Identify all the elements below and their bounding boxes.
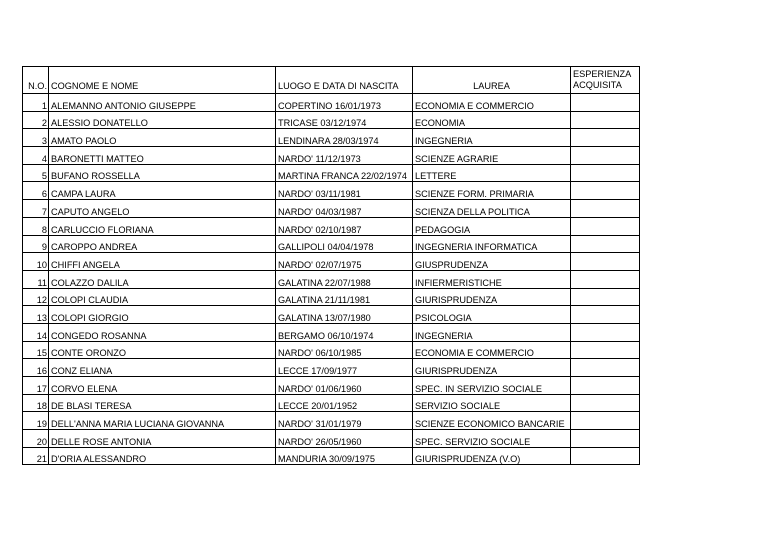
row-birth: NARDO' 31/01/1979 <box>276 412 413 430</box>
row-esperienza <box>571 147 640 165</box>
row-laurea: GIURISPRUDENZA (V.O) <box>413 447 571 465</box>
row-esperienza <box>571 447 640 465</box>
row-esperienza <box>571 164 640 182</box>
row-number: 4 <box>23 147 49 165</box>
row-laurea: GIURISPRUDENZA <box>413 288 571 306</box>
row-birth: NARDO' 11/12/1973 <box>276 147 413 165</box>
row-esperienza <box>571 377 640 395</box>
row-name: CORVO ELENA <box>49 377 276 395</box>
row-number: 1 <box>23 94 49 112</box>
row-number: 18 <box>23 394 49 412</box>
row-laurea: SPEC. SERVIZIO SOCIALE <box>413 430 571 448</box>
header-laurea: LAUREA <box>413 67 571 94</box>
row-number: 16 <box>23 359 49 377</box>
row-esperienza <box>571 94 640 112</box>
row-name: CAMPA LAURA <box>49 182 276 200</box>
table-row <box>23 111 640 129</box>
row-laurea: INGEGNERIA <box>413 323 571 341</box>
row-esperienza <box>571 200 640 218</box>
row-laurea: GIURISPRUDENZA <box>413 359 571 377</box>
row-number: 3 <box>23 129 49 147</box>
row-esperienza <box>571 394 640 412</box>
row-birth: LECCE 17/09/1977 <box>276 359 413 377</box>
row-birth: NARDO' 02/10/1987 <box>276 217 413 235</box>
row-birth: GALATINA 21/11/1981 <box>276 288 413 306</box>
row-birth: COPERTINO 16/01/1973 <box>276 94 413 112</box>
row-esperienza <box>571 323 640 341</box>
row-number: 12 <box>23 288 49 306</box>
row-laurea: PEDAGOGIA <box>413 217 571 235</box>
row-laurea: ECONOMIA E COMMERCIO <box>413 341 571 359</box>
row-esperienza <box>571 235 640 253</box>
table-row <box>23 200 640 218</box>
row-laurea: INFIERMERISTICHE <box>413 270 571 288</box>
row-esperienza <box>571 341 640 359</box>
row-name: BUFANO ROSSELLA <box>49 164 276 182</box>
row-birth: MARTINA FRANCA 22/02/1974 <box>276 164 413 182</box>
row-number: 5 <box>23 164 49 182</box>
row-number: 13 <box>23 306 49 324</box>
table-row <box>23 447 640 465</box>
row-esperienza <box>571 253 640 271</box>
table-row <box>23 253 640 271</box>
table-row <box>23 270 640 288</box>
table-row <box>23 323 640 341</box>
table-row <box>23 288 640 306</box>
row-laurea: SCIENZE FORM. PRIMARIA <box>413 182 571 200</box>
row-name: COLOPI CLAUDIA <box>49 288 276 306</box>
row-birth: NARDO' 06/10/1985 <box>276 341 413 359</box>
row-name: DELL'ANNA MARIA LUCIANA GIOVANNA <box>49 412 276 430</box>
row-number: 20 <box>23 430 49 448</box>
row-birth: GALATINA 13/07/1980 <box>276 306 413 324</box>
table-body <box>23 67 640 465</box>
table-row <box>23 147 640 165</box>
row-laurea: GIUSPRUDENZA <box>413 253 571 271</box>
table-row <box>23 394 640 412</box>
row-birth: NARDO' 04/03/1987 <box>276 200 413 218</box>
row-name: CAROPPO ANDREA <box>49 235 276 253</box>
row-laurea: SCIENZE ECONOMICO BANCARIE <box>413 412 571 430</box>
row-laurea: SPEC. IN SERVIZIO SOCIALE <box>413 377 571 395</box>
row-birth: LENDINARA 28/03/1974 <box>276 129 413 147</box>
header-name: COGNOME E NOME <box>49 67 276 94</box>
row-name: ALEMANNO ANTONIO GIUSEPPE <box>49 94 276 112</box>
row-name: COLAZZO DALILA <box>49 270 276 288</box>
row-number: 6 <box>23 182 49 200</box>
table-row <box>23 164 640 182</box>
row-name: CHIFFI ANGELA <box>49 253 276 271</box>
row-name: CAPUTO ANGELO <box>49 200 276 218</box>
table-row <box>23 430 640 448</box>
row-name: BARONETTI MATTEO <box>49 147 276 165</box>
table-row <box>23 306 640 324</box>
row-birth: NARDO' 02/07/1975 <box>276 253 413 271</box>
row-laurea: SERVIZIO SOCIALE <box>413 394 571 412</box>
row-number: 14 <box>23 323 49 341</box>
candidates-table <box>22 66 640 465</box>
table-row <box>23 129 640 147</box>
row-name: ALESSIO DONATELLO <box>49 111 276 129</box>
row-esperienza <box>571 359 640 377</box>
row-number: 10 <box>23 253 49 271</box>
row-esperienza <box>571 270 640 288</box>
row-number: 17 <box>23 377 49 395</box>
table-row <box>23 341 640 359</box>
row-number: 7 <box>23 200 49 218</box>
header-esperienza: ESPERIENZA ACQUISITA <box>571 67 640 94</box>
header-birth: LUOGO E DATA DI NASCITA <box>276 67 413 94</box>
table-row <box>23 359 640 377</box>
row-name: DE BLASI TERESA <box>49 394 276 412</box>
table-row <box>23 94 640 112</box>
row-number: 2 <box>23 111 49 129</box>
row-birth: GALLIPOLI 04/04/1978 <box>276 235 413 253</box>
row-esperienza <box>571 182 640 200</box>
row-name: DELLE ROSE ANTONIA <box>49 430 276 448</box>
row-number: 21 <box>23 447 49 465</box>
row-birth: TRICASE 03/12/1974 <box>276 111 413 129</box>
row-birth: NARDO' 01/06/1960 <box>276 377 413 395</box>
row-laurea: ECONOMIA E COMMERCIO <box>413 94 571 112</box>
table-row <box>23 182 640 200</box>
row-laurea: SCIENZA DELLA POLITICA <box>413 200 571 218</box>
row-name: CONZ ELIANA <box>49 359 276 377</box>
table-row <box>23 412 640 430</box>
row-esperienza <box>571 412 640 430</box>
table-row <box>23 377 640 395</box>
row-laurea: PSICOLOGIA <box>413 306 571 324</box>
row-laurea: INGEGNERIA INFORMATICA <box>413 235 571 253</box>
row-number: 9 <box>23 235 49 253</box>
row-laurea: ECONOMIA <box>413 111 571 129</box>
row-birth: MANDURIA 30/09/1975 <box>276 447 413 465</box>
row-laurea: SCIENZE AGRARIE <box>413 147 571 165</box>
row-name: AMATO PAOLO <box>49 129 276 147</box>
row-birth: NARDO' 03/11/1981 <box>276 182 413 200</box>
row-name: CONGEDO ROSANNA <box>49 323 276 341</box>
row-laurea: LETTERE <box>413 164 571 182</box>
header-num: N.O. <box>23 67 49 94</box>
row-number: 15 <box>23 341 49 359</box>
row-esperienza <box>571 288 640 306</box>
row-birth: NARDO' 26/05/1960 <box>276 430 413 448</box>
row-esperienza <box>571 217 640 235</box>
row-birth: GALATINA 22/07/1988 <box>276 270 413 288</box>
row-name: COLOPI GIORGIO <box>49 306 276 324</box>
row-name: CONTE ORONZO <box>49 341 276 359</box>
row-name: D'ORIA ALESSANDRO <box>49 447 276 465</box>
header-row <box>23 67 640 94</box>
row-birth: BERGAMO 06/10/1974 <box>276 323 413 341</box>
table-row <box>23 235 640 253</box>
row-birth: LECCE 20/01/1952 <box>276 394 413 412</box>
row-esperienza <box>571 129 640 147</box>
row-laurea: INGEGNERIA <box>413 129 571 147</box>
row-esperienza <box>571 430 640 448</box>
row-number: 11 <box>23 270 49 288</box>
row-number: 19 <box>23 412 49 430</box>
row-name: CARLUCCIO FLORIANA <box>49 217 276 235</box>
row-esperienza <box>571 111 640 129</box>
table-row <box>23 217 640 235</box>
row-esperienza <box>571 306 640 324</box>
row-number: 8 <box>23 217 49 235</box>
